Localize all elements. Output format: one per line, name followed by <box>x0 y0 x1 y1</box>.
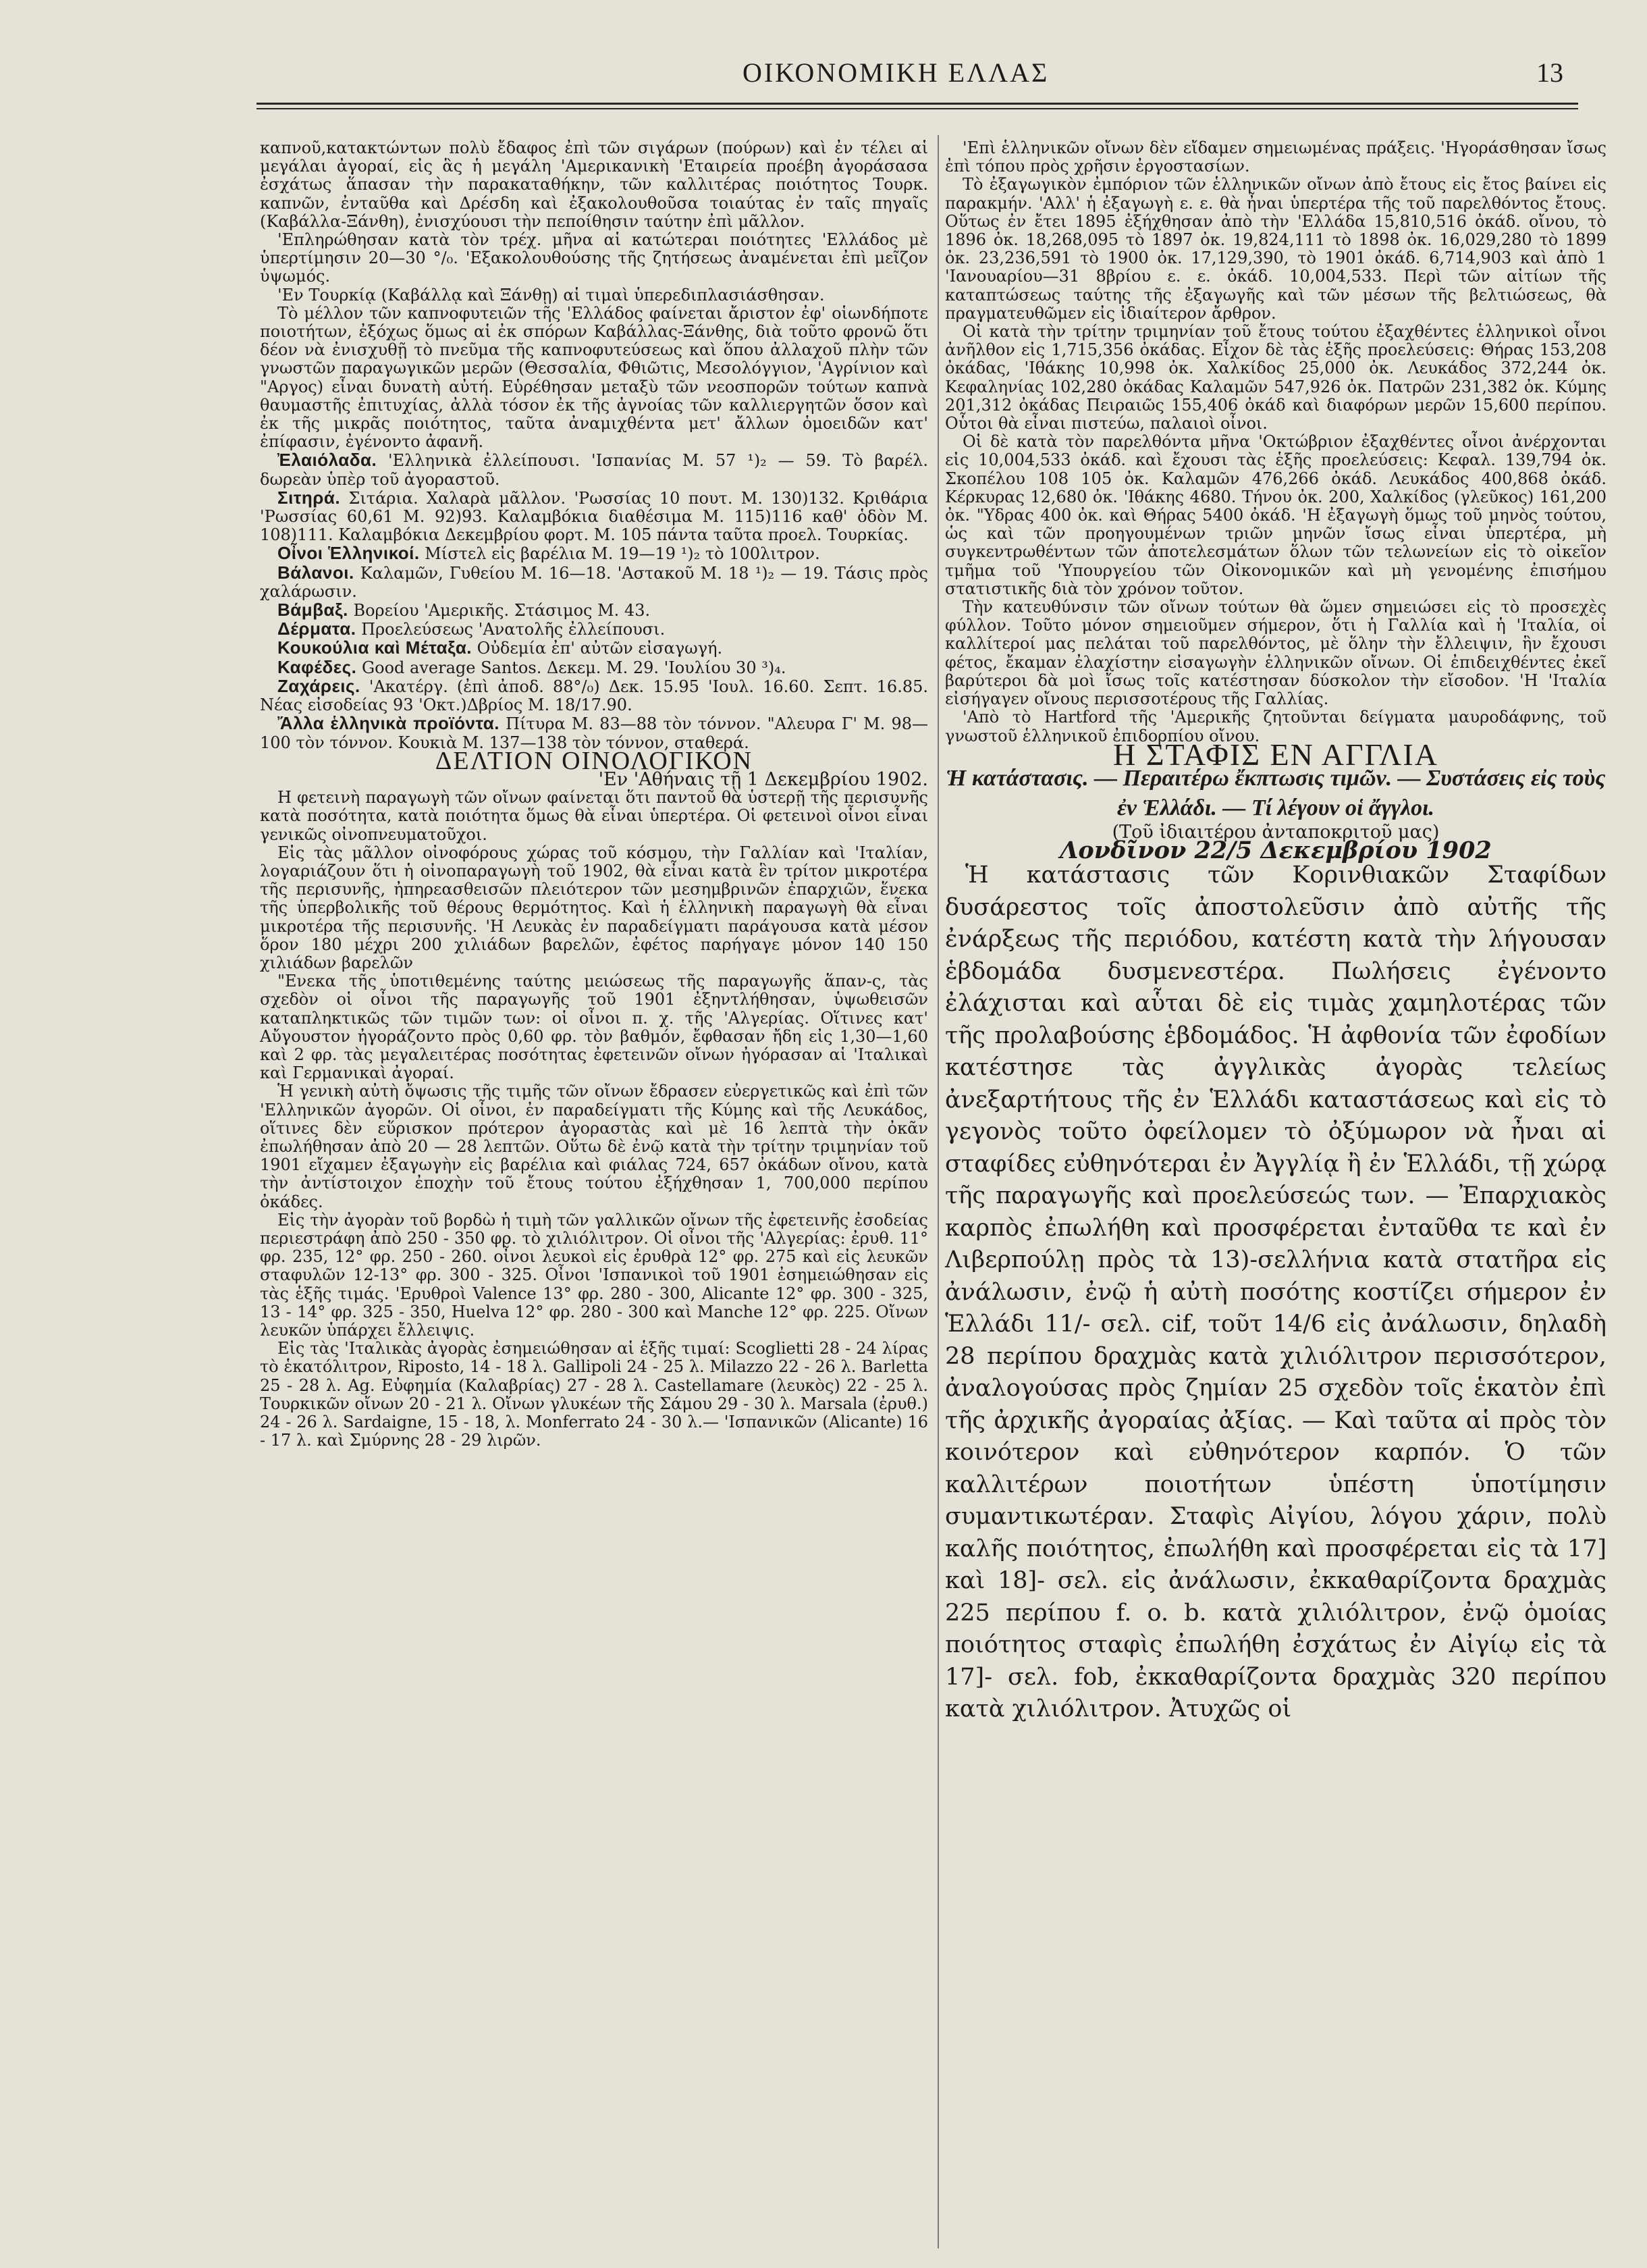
market-item-heading: Ζαχάρεις. <box>277 675 360 696</box>
market-item-coffee <box>260 658 928 677</box>
running-title: ΟΙΚΟΝΟΜΙΚΗ ΕΛΛΑΣ <box>742 57 1050 88</box>
market-item-text: Πίτυρα Μ. 83—88 τὸν τόννον. "Αλευρα Γ' Μ. 98—100 τὸν τόννον. Κουκιὰ Μ. 137—138 τὸν τόννον, σταθερά. <box>260 714 928 752</box>
market-item-text: 'Ελληνικὰ ἐλλείπουσι. 'Ισπανίας Μ. 57 ¹)₂ — 59. Τὸ βαρέλ. δωρεὰν ὑπὲρ τοῦ ἀγοραστοῦ. <box>260 451 928 489</box>
page-number: 13 <box>1536 57 1563 88</box>
market-item-text: Προελεύσεως 'Ανατολῆς ἐλλείπουσι. <box>356 620 666 639</box>
market-item-heading: Κουκούλια καὶ Μέταξα. <box>277 637 473 658</box>
correspondent-note: (Τοῦ ἰδιαιτέρου ἀνταποκριτοῦ μας) <box>1112 821 1440 843</box>
wine-bulletin-title: ΔΕΛΤΙΟΝ ΟΙΝΟΛΟΓΙΚΟΝ <box>435 746 753 775</box>
tobacco-paragraph: καπνοῦ,κατακτώντων πολὺ ἔδαφος ἐπὶ τῶν σιγάρων (πούρων) καὶ ἐν τέλει αἱ μεγάλαι ἀγοραί, εἰς ἃς ἡ μεγάλη 'Αμερικανικὴ 'Εταιρεία προέβη ἀγοράσασα ἐσχάτως ἅπασαν τὴν παρακαταθήκην, τῶν καλλιτέρας ποιότητος Τουρκ. καπνῶν, ἐνταῦθα καὶ Δρέσδη καὶ ἐξακολουθοῦσα τοιαύτας ἐν ταῖς πηγαῖς (Καβάλλα-Ξάνθη), ἐνισχύουσι τὴν πεποίθησιν ταύτην ἐπὶ μᾶλλον. <box>260 138 928 231</box>
wine-bulletin-paragraph: "Ενεκα τῆς ὑποτιθεμένης ταύτης μειώσεως τῆς παραγωγῆς ἅπαν-ς, τὰς σχεδὸν οἱ οἶνοι τῆς παραγωγῆς τοῦ 1901 ἐξηντλήθησαν, ὑψωθεισῶν καταπληκτικῶς τῶν τιμῶν των: οἱ οἶνοι π. χ. τῆς 'Αλγερίας. Οἵτινες κατ' Αὔγουστον ἠγοράζοντο πρὸς 0,60 φρ. τὸν βαθμόν, ἔφθασαν ἤδη εἰς 1,30—1,60 καὶ 2 φρ. τὰς μεγαλειτέρας ποσότητας ἐφετεινῶν οἴνων ἠγόρασαν αἱ 'Ιταλικαὶ καὶ Γερμανικαὶ ἀγοραί. <box>260 972 928 1083</box>
tobacco-paragraph: Τὸ μέλλον τῶν καπνοφυτειῶν τῆς 'Ελλάδος φαίνεται ἄριστον ἐφ' οἱωνδήποτε ποιοτήτων, ἐξόχως ὅμως αἱ ἐκ σπόρων Καβάλλας-Ξάνθης, διὰ τοῦτο φρονῶ ὅτι δέον νὰ ἐνισχυθῇ τὸ πνεῦμα τῆς καπνοφυτεύσεως καὶ ὅπου ἀλλαχοῦ πλὴν τῶν γνωστῶν παραγωγικῶν μερῶν (Θεσσαλία, Φθιῶτις, Μεσολόγγιον, 'Αγρίνιον καὶ "Αργος) εἶναι δυνατὴ αὐτή. Εὑρέθησαν μεταξὺ τῶν νεοσπορῶν τούτων καπνὰ θαυμαστῆς ἐπιτυχίας, ἀλλὰ τόσον ἐκ τῆς ἀγνοίας τῶν καλλιεργητῶν ὅσον καὶ ἐκ τῆς μικρᾶς ποιότητος, ταῦτα ἀναμιχθέντα μετ' ἄλλων ὁμοειδῶν κατ' ἐπίφασιν, ἐγένοντο ἀφανῆ. <box>260 303 928 452</box>
market-item-hides <box>260 620 928 639</box>
market-item-heading: Οἶνοι Ἑλληνικοί. <box>277 543 420 564</box>
market-item-heading: Ἄλλα ἑλληνικὰ προϊόντα. <box>277 713 500 734</box>
market-item-heading: Βάλανοι. <box>277 562 354 583</box>
wine-bulletin-paragraph: Η φετεινὴ παραγωγὴ τῶν οἴνων φαίνεται ὅτι παντοῦ θὰ ὑστερῇ τῆς περισυνῆς κατὰ ποσότητα, κατὰ ποιότητα ὅμως θὰ εἶναι ὑπερτέρα. Οἱ φετεινοὶ οἶνοι εἶναι γενικῶς οἰνοπνευματοῦχοι. <box>260 788 928 844</box>
left-column <box>260 139 928 1450</box>
wine-bulletin-dateline: 'Εν 'Αθήναις τῇ 1 Δεκεμβρίου 1902. <box>598 768 928 790</box>
right-column <box>945 139 1606 1726</box>
wine-export-paragraph: Οἱ κατὰ τὴν τρίτην τριμηνίαν τοῦ ἔτους τούτου ἐξαχθέντες ἑλληνικοὶ οἶνοι ἀνῆλθον εἰς 1,715,356 ὀκάδας. Εἶχον δὲ τὰς ἑξῆς προελεύσεις: Θήρας 153,208 ὀκάδας, 'Ιθάκης 10,998 ὀκ. Χαλκίδος 25,000 ὀκ. Λευκάδος 372,244 ὀκ. Κεφαληνίας 102,280 ὀκάδας Καλαμῶν 547,926 ὀκ. Πατρῶν 231,382 ὀκ. Κύμης 201,312 ὀκάδας Πειραιῶς 155,406 ὀκάδ καὶ διαφόρων μερῶν 15,600 περίπου. Οὗτοι θὰ εἶναι πιστεύω, παλαιοὶ οἶνοι. <box>945 322 1606 433</box>
wine-export-paragraph: 'Επὶ ἑλληνικῶν οἴνων δὲν εἴδαμεν σημειωμένας πράξεις. 'Ηγοράσθησαν ἴσως ἐπὶ τόπου πρὸς χρῆσιν ἐργοστασίων. <box>945 138 1606 176</box>
currant-article-body <box>945 860 1606 1726</box>
market-item-sugar <box>260 677 928 714</box>
market-item-text: Βορείου 'Αμερικῆς. Στάσιμος Μ. 43. <box>348 601 651 621</box>
market-item-greek-wines <box>260 544 928 563</box>
market-item-heading: Δέρματα. <box>277 618 356 639</box>
column-divider <box>938 135 939 2248</box>
header-rule-bottom <box>256 108 1578 109</box>
market-item-heading: Σιτηρά. <box>277 487 341 508</box>
market-item-text: Good average Santos. Δεκεμ. Μ. 29. 'Ιουλίου 30 ³)₄. <box>356 658 786 677</box>
market-item-heading: Βάμβαξ. <box>277 600 348 621</box>
header-rule-top <box>256 103 1578 105</box>
wine-export-paragraph: Τὸ ἐξαγωγικὸν ἐμπόριον τῶν ἑλληνικῶν οἴνων ἀπὸ ἔτους εἰς ἔτος βαίνει εἰς παρακμήν. 'Αλλ' ἡ ἐξαγωγὴ ε. ε. θὰ ἦναι ὑπερτέρα τῆς τοῦ παρελθόντος ἔτους. Οὕτως ἐν ἔτει 1895 ἐξήχθησαν ἀπὸ τὴν 'Ελλάδα 15,810,516 ὀκάδ. οἴνου, τὸ 1896 ὀκ. 18,268,095 τὸ 1897 ὀκ. 19,824,111 τὸ 1898 ὀκ. 16,029,280 τὸ 1899 ὀκ. 23,236,591 τὸ 1900 ὀκ. 17,129,390, τὸ 1901 ὀκάδ. 6,714,903 καὶ ἀπὸ 1 'Ιανουαρίου—31 8βρίου ε. ε. ὀκάδ. 10,004,533. Περὶ τῶν αἰτίων τῆς καταπτώσεως ταύτης τῆς ἐξαγωγῆς καὶ τῶν μέσων τῆς βελτιώσεως, θὰ πραγματευθῶμεν εἰς ἰδιαίτερον ἄρθρον. <box>945 175 1606 323</box>
market-item-valonia <box>260 564 928 601</box>
market-item-cereals <box>260 489 928 545</box>
wine-export-paragraph: 'Απὸ τὸ Hartford τῆς 'Αμερικῆς ζητοῦνται δείγματα μαυροδάφνης, τοῦ γνωστοῦ ἑλληνικοῦ ἐπιδορπίου οἴνου. <box>945 708 1606 745</box>
market-item-text: Σιτάρια. Χαλαρὰ μᾶλλον. 'Ρωσσίας 10 πουτ. Μ. 130)132. Κριθάρια 'Ρωσσίας 60,61 Μ. 92)93. Καλαμβόκια διαθέσιμα Μ. 115)116 καθ' ὁδὸν Μ. 108)111. Καλαμβόκια Δεκεμβρίου φορτ. Μ. 105 πάντα ταῦτα προελ. Τουρκίας. <box>260 488 928 545</box>
market-item-cotton <box>260 601 928 620</box>
currant-article-subtitle: Ἡ κατάστασις. — Περαιτέρω ἔκπτωσις τιμῶν. — Συστάσεις εἰς τοὺς ἐν Ἑλλάδι. — Τί λέγουν οἱ ἄγγλοι. <box>946 765 1606 820</box>
currant-article-title: Η ΣΤΑΦΙΣ ΕΝ ΑΓΓΛΙΑ <box>1113 737 1438 772</box>
wine-export-paragraph: Τὴν κατευθύνσιν τῶν οἴνων τούτων θὰ ὥμεν σημειώσει εἰς τὸ προσεχὲς φύλλον. Τοῦτο μόνον σημειοῦμεν σήμερον, ὅτι ἡ Γαλλία καὶ ἡ 'Ιταλία, οἱ καλλίτεροί μας πελάται τοῦ παρελθόντος, μὲ ὅλην τὴν ἔλλειψιν, ἣν ἔχουσι φέτος, ἔκαμαν ἐλαχίστην εἰσαγωγὴν ἑλληνικῶν οἴνων. Οἱ ἐπιδειχθέντες ἐκεῖ βαρύτεροι δὰ μοὶ ἴσως τοῖς κατέστησαν δύσκολον τὴν εἴσοδον. 'Η 'Ιταλία εἰσήγαγεν οἴνους περισσοτέρους τῆς Γαλλίας. <box>945 598 1606 709</box>
market-item-heading: Καφέδες. <box>277 656 357 677</box>
market-item-text: 'Ακατέργ. (ἐπὶ ἀποδ. 88°/₀) Δεκ. 15.95 'Ιουλ. 16.60. Σεπτ. 16.85. Νέας εἰσοδείας 93 'Οκτ.)Δβρίος Μ. 18/17.90. <box>260 677 928 715</box>
wine-bulletin-paragraph: Εἰς τὴν ἀγορὰν τοῦ βορδὼ ἡ τιμὴ τῶν γαλλικῶν οἴνων τῆς ἐφετεινῆς ἐσοδείας περιεστράφη ἀπὸ 250 - 350 φρ. τὸ χιλιόλιτρον. Οἱ οἶνοι τῆς 'Αλγερίας: ἐρυθ. 11° φρ. 235, 12° φρ. 250 - 260. οἶνοι λευκοὶ εἰς ἐρυθρὰ 12° φρ. 275 καὶ εἰς λευκῶν σταφυλῶν 12-13° φρ. 300 - 325. Οἶνοι 'Ισπανικοὶ τοῦ 1901 ἐσημειώθησαν εἰς τὰς ἑξῆς τιμάς. 'Ερυθροὶ Valence 13° φρ. 280 - 300, Alicante 12° φρ. 300 - 325, 13 - 14° φρ. 325 - 350, Huelva 12° φρ. 280 - 300 καὶ Manche 12° φρ. 225. Οἴνων λευκῶν ὑπάρχει ἔλλειψις. <box>260 1210 928 1340</box>
market-item-olive-oil <box>260 451 928 488</box>
tobacco-paragraph: 'Επληρώθησαν κατὰ τὸν τρέχ. μῆνα αἱ κατώτεραι ποιότητες 'Ελλάδος μὲ ὑπερτίμησιν 20—30 °/₀. 'Εξακολουθούσης τῆς ζητήσεως ἀναμένεται ἐπὶ μεῖζον ὑψωμός. <box>260 230 928 286</box>
currant-article-paragraph: Ἡ κατάστασις τῶν Κορινθιακῶν Σταφίδων δυσάρεστος τοῖς ἀποστολεῦσιν ἀπὸ αὐτῆς τῆς ἐνάρξεως τῆς περιόδου, κατέστη κατὰ τὴν λήγουσαν ἑβδομάδα δυσμενεστέρα. Πωλήσεις ἐγένοντο ἐλάχισται καὶ αὗται δὲ εἰς τιμὰς χαμηλοτέρας τῶν τῆς προλαβούσης ἑβδομάδος. Ἡ ἀφθονία τῶν ἐφοδίων κατέστησε τὰς ἀγγλικὰς ἀγορὰς τελείως ἀνεξαρτήτους τῆς ἐν Ἑλλάδι καταστάσεως καὶ εἰς τὸ γεγονὸς τοῦτο ὀφείλομεν τὸ ὀξύμωρον νὰ ἦναι αἱ σταφίδες εὐθηνότεραι ἐν Ἀγγλίᾳ ἢ ἐν Ἑλλάδι, τῇ χώρᾳ τῆς παραγωγῆς καὶ προελεύσεώς των. — Ἐπαρχιακὸς καρπὸς ἐπωλήθη καὶ προσφέρεται ἐνταῦθα τε καὶ ἐν Λιβερπούλῃ πρὸς τὰ 13)-σελλήνια κατὰ στατῆρα εἰς ἀνάλωσιν, ἐνῷ ἡ αὐτὴ ποσότης κοστίζει σήμερον ἐν Ἑλλάδι 11/- σελ. cif, τοῦτ 14/6 εἰς ἀνάλωσιν, δηλαδὴ 28 περίπου δραχμὰς κατὰ χιλιόλιτρον περισσότερον, ἀναλογούσας πρὸς ζημίαν 25 σχεδὸν τοῖς ἑκατὸν ἐπὶ τῆς ἀρχικῆς ἀγοραίας ἀξίας. — Καὶ ταῦτα αἱ πρὸς τὸν κοινότερον καὶ εὐθηνότερον καρπόν. Ὁ τῶν καλλιτέρων ποιοτήτων ὑπέστη ὑποτίμησιν συμαντικωτέραν. Σταφὶς Αἰγίου, λόγου χάριν, πολὺ καλῆς ποιότητος, ἐπωλήθη καὶ προσφέρεται εἰς τὰ 17] καὶ 18]- σελ. εἰς ἀνάλωσιν, ἐκκαθαρίζοντα δραχμὰς 225 περίπου f. o. b. κατὰ χιλιόλιτρον, ἐνῷ ὁμοίας ποιότητος σταφὶς ἐπωλήθη ἐσχάτως ἐν Αἰγίῳ εἰς τὰ 17]- σελ. fob, ἐκκαθαρίζοντα δραχμὰς 320 περίπου κατὰ χιλιόλιτρον. Ἀτυχῶς οἱ <box>945 862 1606 1723</box>
market-item-cocoons-silk <box>260 639 928 658</box>
market-item-text: Οὐδεμία ἐπ' αὐτῶν εἰσαγωγή. <box>472 639 723 658</box>
wine-bulletin-paragraph: Ἡ γενικὴ αὐτὴ ὄψωσις τῆς τιμῆς τῶν οἴνων ἔδρασεν εὐεργετικῶς καὶ ἐπὶ τῶν 'Ελληνικῶν ἀγορῶν. Οἱ οἶνοι, ἐν παραδείγματι τῆς Κύμης καὶ τῆς Λευκάδος, οἵτινες δὲν εὕρισκον πρότερον ἀγοραστὰς καὶ μὲ 16 λεπτὰ τὴν ὀκᾶν ἐπωλήθησαν ἀπὸ 20 — 28 λεπτῶν. Οὕτω δὲ ἐνῷ κατὰ τὴν τρίτην τριμηνίαν τοῦ 1901 εἴχαμεν ἐξαγωγὴν εἰς βαρέλια καὶ φιάλας 724, 657 ὀκάδων οἴνου, κατὰ τὴν ἀντίστοιχον ἐποχὴν τοῦ ἔτους τούτου ἐξήχθησαν 1, 700,000 περίπου ὀκάδες. <box>260 1082 928 1211</box>
market-item-text: Μίστελ εἰς βαρέλια Μ. 19—19 ¹)₂ τὸ 100λιτρον. <box>419 544 820 564</box>
wine-bulletin-paragraph: Εἰς τὰς μᾶλλον οἰνοφόρους χώρας τοῦ κόσμου, τὴν Γαλλίαν καὶ 'Ιταλίαν, λογαριάζουν ὅτι ἡ οἰνοπαραγωγὴ τοῦ 1902, θὰ εἶναι κατὰ ἓν τρίτον μικροτέρα τῆς περισυνῆς, ἠπηρεασθεισῶν πλειότερον τῶν μεσημβρινῶν ἐπαρχιῶν, ἕνεκα τῆς ὑπερβολικῆς τοῦ θέρους θερμότητος. Καὶ ἡ ἑλληνικὴ παραγωγὴ θὰ εἶναι μικροτέρα τῆς περισυνῆς. 'Η Λευκὰς ἐν παραδείγματι παράγουσα κατὰ μέσον ὅρον 180 μέχρι 200 χιλιάδων βαρελῶν, ἐφέτος παρήγαγε μόνον 140 150 χιλιάδων βαρελῶν <box>260 843 928 972</box>
wine-export-paragraph: Οἱ δὲ κατὰ τὸν παρελθόντα μῆνα 'Οκτώβριον ἐξαχθέντες οἶνοι ἀνέρχονται εἰς 10,004,533 ὀκάδ. καὶ ἔχουσι τὰς ἑξῆς προελεύσεις: Κεφαλ. 139,794 ὀκ. Σκοπέλου 108 105 ὀκ. Καλαμῶν 476,266 ὀκάδ. Λευκάδος 400,868 ὀκάδ. Κέρκυρας 12,680 ὀκ. 'Ιθάκης 4680. Τήνου ὀκ. 200, Χαλκίδος (γλεῦκος) 161,200 ὀκ. "Υδρας 400 ὀκ. καὶ Θήρας 5400 ὀκάδ. 'Η ἐξαγωγὴ ὅμως τοῦ μηνὸς τούτου, ὡς καὶ τῶν προηγουμένων τριῶν μηνῶν ἴσως εἶναι ὑπερτέρα, μὴ συγκεντρωθέντων τῶν ἀποτελεσμάτων ὅλων τῶν τελωνείων εἰς τὸ οἰκεῖον τμῆμα τοῦ 'Υπουργείου τῶν Οἰκονομικῶν καὶ μὴ γενομένης ἐπισήμου στατιστικῆς διὰ τὸν χρόνον τοῦτον. <box>945 432 1606 598</box>
tobacco-paragraph: 'Εν Τουρκίᾳ (Καβάλλᾳ καὶ Ξάνθῃ) αἱ τιμαὶ ὑπερεδιπλασιάσθησαν. <box>277 285 825 305</box>
page-header <box>256 57 1573 97</box>
wine-bulletin-paragraph: Εἰς τὰς 'Ιταλικὰς ἀγορὰς ἐσημειώθησαν αἱ ἑξῆς τιμαί: Scoglietti 28 - 24 λίρας τὸ ἑκατόλιτρον, Riposto, 14 - 18 λ. Gallipoli 24 - 25 λ. Milazzo 22 - 26 λ. Barletta 25 - 28 λ. Ag. Εὐφημία (Καλαβρίας) 27 - 28 λ. Castellamare (λευκὸς) 22 - 25 λ. Τουρκικῶν οἴνων 20 - 21 λ. Οἴνων γλυκέων τῆς Σάμου 29 - 30 λ. Marsala (ἐρυθ.) 24 - 26 λ. Sardaigne, 15 - 18, λ. Monferrato 24 - 30 λ.— 'Ισπανικῶν (Alicante) 16 - 17 λ. καὶ Σμύρνης 28 - 29 λιρῶν. <box>260 1339 928 1450</box>
market-item-text: Καλαμῶν, Γυθείου Μ. 16—18. 'Αστακοῦ Μ. 18 ¹)₂ — 19. Τάσις πρὸς χαλάρωσιν. <box>260 563 928 601</box>
currant-article-dateline: Λονδῖνον 22/5 Δεκεμβρίου 1902 <box>1060 837 1492 865</box>
market-item-heading: Ἐλαιόλαδα. <box>277 450 377 471</box>
